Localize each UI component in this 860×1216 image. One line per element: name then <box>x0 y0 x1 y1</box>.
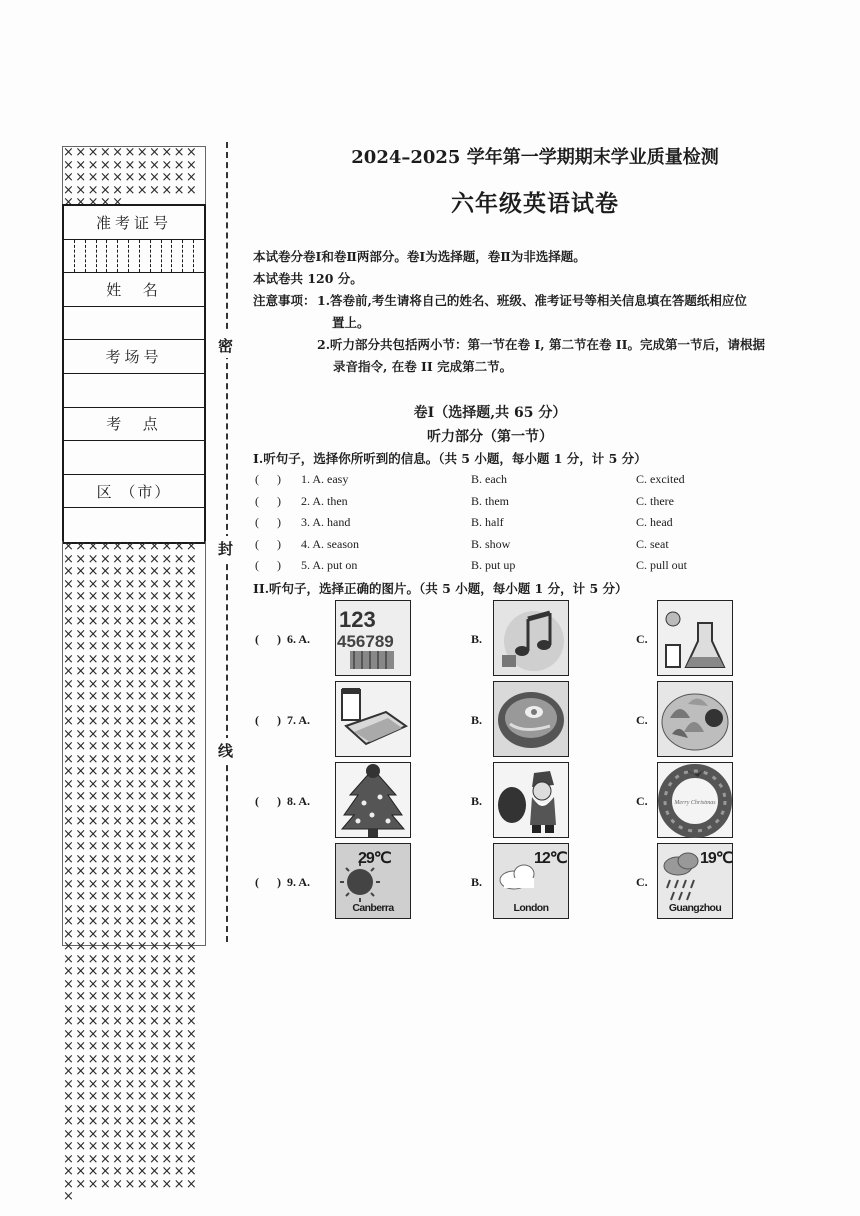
noodle-bowl-picture[interactable] <box>493 681 569 757</box>
seal-char-feng: 封 <box>218 536 233 561</box>
exam-subtitle: 六年级英语试卷 <box>451 190 619 217</box>
option-b: B. them <box>471 494 509 508</box>
question-9 <box>255 843 755 921</box>
bread-milk-picture[interactable] <box>335 681 411 757</box>
answer-blank[interactable]: ( ) <box>255 494 281 508</box>
option-c: C. pull out <box>636 558 688 572</box>
answer-blank[interactable]: ( ) <box>255 537 281 551</box>
notes-lead: 注意事项： <box>253 293 316 308</box>
option-b: B. show <box>471 537 511 551</box>
question-8 <box>255 762 755 840</box>
q6-label-b: B. <box>471 632 483 646</box>
christmas-wreath-picture[interactable] <box>657 762 733 838</box>
q6-label-c: C. <box>636 632 648 646</box>
intro-line-2: 本试卷共 120 分。 <box>253 271 363 286</box>
q6a-text-2: 456789 <box>337 632 394 651</box>
q9-label-b: B. <box>471 875 483 889</box>
numbers-picture[interactable] <box>335 600 411 676</box>
exam-room-field[interactable] <box>64 374 204 408</box>
note-2a: 2.听力部分共包括两小节：第一节在卷 I, 第二节在卷 II。完成第一节后，请根据 <box>317 337 765 352</box>
note-1b: 置上。 <box>332 315 370 330</box>
weather-card-guangzhou[interactable] <box>657 843 733 919</box>
label-name: 姓 名 <box>64 273 204 307</box>
seal-char-mi: 密 <box>218 333 233 358</box>
weather-temp: 29℃ <box>358 850 391 867</box>
q6-label-a: ( ) 6. A. <box>255 632 310 646</box>
santa-claus-picture[interactable] <box>493 762 569 838</box>
option-a: 4. A. season <box>301 537 359 551</box>
section-subtitle: 听力部分（第一节） <box>427 429 553 445</box>
dumplings-picture[interactable] <box>657 681 733 757</box>
option-a: 5. A. put on <box>301 558 358 572</box>
q6a-text-1: 123 <box>339 607 376 632</box>
q7-label-a: ( ) 7. A. <box>255 713 310 727</box>
binding-cross-pattern-bottom: ××××××××××××××××××××××××××××××××××××××××××××××××××××××××××××××××××××××××××××××××××××××××××××××××××××××××××××××××××××××××××××××××××××××××××××××××××××××××××××××××××××××××××××××××××××××××××××××××××××××××××××××××××××××××××××××××××××××××××××××××××××××××××××××××××××××××××××××××××××××××××××××××××××××××××××××××××××××××××××××××××××××××××××××××××××××××××××××××××××××××××××××××××××××××××××××××××××××××××××××××××××××××××××××××××××××××××××××××××××××××××××××××××××××××××××××××××××××××××××××××××××××××××××××××××××××××××××××××××××××××××××××××××××××××××××××××××××××××××××××××××××××××××××× <box>62 541 206 946</box>
label-exam-site: 考 点 <box>64 408 204 442</box>
option-c: C. there <box>636 494 674 508</box>
science-beaker-picture[interactable] <box>657 600 733 676</box>
q8-label-a: ( ) 8. A. <box>255 794 310 808</box>
option-a: 1. A. easy <box>301 472 349 486</box>
district-field[interactable] <box>64 508 204 542</box>
note-1a: 1.答卷前,考生请将自己的姓名、班级、准考证号等相关信息填在答题纸相应位 <box>317 293 747 308</box>
exam-number-boxes[interactable] <box>64 240 204 274</box>
part2-heading: II.听句子，选择正确的图片。（共 5 小题，每小题 1 分，计 5 分） <box>253 581 628 596</box>
option-b: B. half <box>471 515 504 529</box>
weather-city: Canberra <box>352 902 394 914</box>
weather-temp: 12℃ <box>534 850 567 867</box>
weather-card-canberra[interactable] <box>335 843 411 919</box>
q9-label-a: ( ) 9. A. <box>255 875 310 889</box>
question-3 <box>255 515 755 535</box>
option-b: B. each <box>471 472 507 486</box>
q8c-wreath-text: Merry Christmas <box>674 800 716 806</box>
label-exam-number: 准考证号 <box>64 206 204 240</box>
exam-site-field[interactable] <box>64 441 204 475</box>
binding-cross-pattern-top: ××××××××××××××××××××××××××××××××××××××××××××××××× <box>62 146 206 205</box>
exam-instructions <box>253 246 813 378</box>
christmas-tree-picture[interactable] <box>335 762 411 838</box>
music-notes-picture[interactable] <box>493 600 569 676</box>
weather-card-london[interactable] <box>493 843 569 919</box>
seal-char-xian: 线 <box>218 738 233 763</box>
weather-city: Guangzhou <box>668 902 722 914</box>
question-1 <box>255 472 755 492</box>
question-2 <box>255 494 755 514</box>
part1-heading: I.听句子，选择你所听到的信息。（共 5 小题，每小题 1 分，计 5 分） <box>253 451 647 466</box>
question-6 <box>255 600 755 678</box>
answer-blank[interactable]: ( ) <box>255 515 281 529</box>
option-c: C. seat <box>636 537 669 551</box>
option-c: C. head <box>636 515 673 529</box>
intro-line-1: 本试卷分卷Ⅰ和卷Ⅱ两部分。卷Ⅰ为选择题，卷Ⅱ为非选择题。 <box>253 249 586 264</box>
note-2b: 录音指令, 在卷 II 完成第二节。 <box>333 359 513 374</box>
section-title: 卷Ⅰ（选择题,共 65 分） <box>413 405 567 421</box>
weather-city: London <box>513 902 549 914</box>
q8-label-c: C. <box>636 794 648 808</box>
name-field[interactable] <box>64 307 204 341</box>
answer-blank[interactable]: ( ) <box>255 472 281 486</box>
q7-label-c: C. <box>636 713 648 727</box>
student-info-box <box>62 204 206 544</box>
question-7 <box>255 681 755 759</box>
q7-label-b: B. <box>471 713 483 727</box>
option-a: 3. A. hand <box>301 515 351 529</box>
weather-temp: 19℃ <box>700 850 733 867</box>
option-c: C. excited <box>636 472 685 486</box>
option-b: B. put up <box>471 558 516 572</box>
exam-title: 2024–2025 学年第一学期期末学业质量检测 <box>351 147 719 168</box>
option-a: 2. A. then <box>301 494 348 508</box>
label-exam-room: 考场号 <box>64 340 204 374</box>
question-5 <box>255 558 755 578</box>
question-4 <box>255 537 755 557</box>
q9-label-c: C. <box>636 875 648 889</box>
label-district: 区 （市） <box>64 475 204 509</box>
answer-blank[interactable]: ( ) <box>255 558 281 572</box>
q8-label-b: B. <box>471 794 483 808</box>
